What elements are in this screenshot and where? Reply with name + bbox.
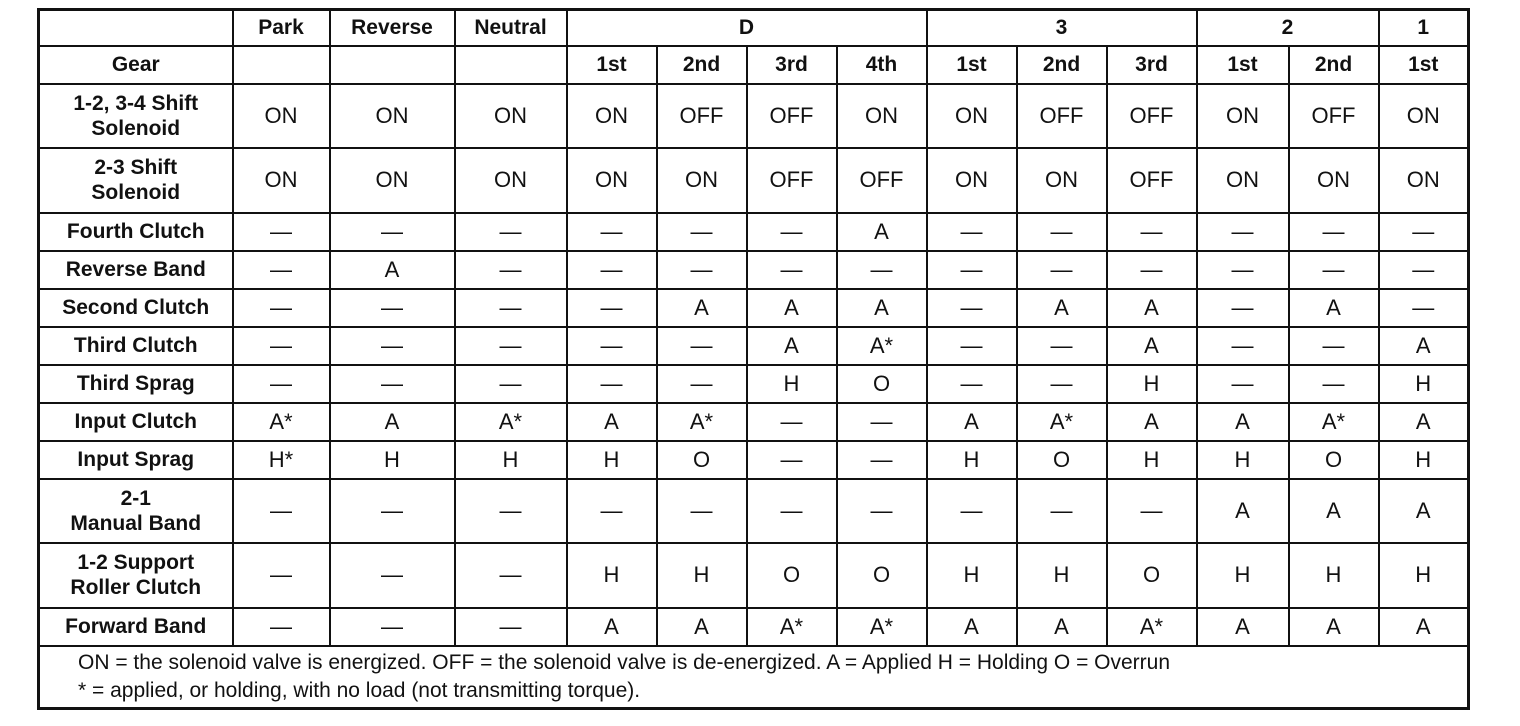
state-cell: A [567,608,657,646]
gear-header [455,46,567,84]
state-cell: H [927,441,1017,479]
gear-header: 3rd [747,46,837,84]
state-cell: H [1197,543,1289,608]
table-row [39,148,1469,213]
state-cell: A [1197,608,1289,646]
component-label [39,608,233,646]
state-cell: — [1197,213,1289,251]
state-cell: H [1107,441,1197,479]
state-cell: H* [233,441,330,479]
clutch-application-table [37,8,1470,710]
range-header: Reverse [330,10,455,46]
state-cell: A [657,608,747,646]
component-label [39,213,233,251]
state-cell: A [837,289,927,327]
state-cell: ON [233,84,330,148]
state-cell: — [1289,327,1379,365]
component-label [39,251,233,289]
state-cell: — [455,543,567,608]
state-cell: — [657,479,747,543]
state-cell: — [1017,213,1107,251]
gear-header: 2nd [1289,46,1379,84]
state-cell: A [1379,403,1469,441]
state-cell: OFF [657,84,747,148]
state-cell: — [1017,365,1107,403]
state-cell: A* [1107,608,1197,646]
gear-header: 1st [927,46,1017,84]
state-cell: OFF [1289,84,1379,148]
state-cell: O [1289,441,1379,479]
state-cell: OFF [1107,148,1197,213]
state-cell: A* [837,327,927,365]
range-header: 2 [1197,10,1379,46]
state-cell: A [1017,289,1107,327]
range-header-row [39,10,1469,46]
gear-header: 2nd [1017,46,1107,84]
state-cell: A [1289,479,1379,543]
component-label [39,148,233,213]
state-cell: — [1289,365,1379,403]
state-cell: — [837,251,927,289]
gear-header: 4th [837,46,927,84]
gear-row-label: Gear [39,46,233,84]
state-cell: — [567,365,657,403]
range-header: Park [233,10,330,46]
component-label-line: Third Clutch [73,334,198,357]
state-cell: ON [567,148,657,213]
state-cell: — [455,213,567,251]
component-label-line: 1-2, 3-4 Shift [73,91,199,115]
state-cell: — [567,479,657,543]
component-label-line: Manual Band [70,511,202,535]
gear-header: 1st [1197,46,1289,84]
state-cell: — [233,365,330,403]
state-cell: A* [1289,403,1379,441]
state-cell: ON [330,84,455,148]
state-cell: — [657,213,747,251]
state-cell: — [1379,289,1469,327]
component-label-line: 2-1 [120,486,151,510]
state-cell: — [567,327,657,365]
state-cell: — [455,479,567,543]
state-cell: A [1197,479,1289,543]
state-cell: A [1017,608,1107,646]
state-cell: OFF [747,148,837,213]
state-cell: — [567,213,657,251]
component-label [39,289,233,327]
state-cell: — [1017,327,1107,365]
state-cell: A [1289,289,1379,327]
state-cell: — [1289,213,1379,251]
state-cell: A [1197,403,1289,441]
gear-header: 3rd [1107,46,1197,84]
state-cell: — [233,543,330,608]
legend-line: ON = the solenoid valve is energized. OFF = the solenoid valve is de-energized. A = Applied H = Holding O = Overrun [78,650,1171,674]
component-label-line: 1-2 Support [77,551,195,574]
state-cell: A [330,251,455,289]
state-cell: — [1197,289,1289,327]
range-header: D [567,10,927,46]
state-cell: A [330,403,455,441]
state-cell: A [1379,608,1469,646]
state-cell: ON [1379,148,1469,213]
table-container [37,8,1470,710]
state-cell: H [1107,365,1197,403]
state-cell: — [330,327,455,365]
corner-cell [39,10,233,46]
state-cell: A [657,289,747,327]
state-cell: OFF [837,148,927,213]
component-label-line: Fourth Clutch [66,220,205,243]
table-row [39,403,1469,441]
state-cell: ON [927,84,1017,148]
gear-header: 2nd [657,46,747,84]
state-cell: ON [1197,84,1289,148]
state-cell: A* [837,608,927,646]
state-cell: OFF [1017,84,1107,148]
state-cell: ON [837,84,927,148]
state-cell: — [1379,251,1469,289]
gear-header [330,46,455,84]
state-cell: A* [455,403,567,441]
state-cell: ON [1197,148,1289,213]
table-row [39,608,1469,646]
state-cell: — [330,608,455,646]
state-cell: H [1379,365,1469,403]
state-cell: — [455,365,567,403]
state-cell: OFF [1107,84,1197,148]
state-cell: — [927,213,1017,251]
state-cell: — [657,327,747,365]
state-cell: — [747,479,837,543]
component-label [39,84,233,148]
table-row [39,479,1469,543]
state-cell: H [330,441,455,479]
state-cell: — [330,213,455,251]
state-cell: ON [1289,148,1379,213]
range-header: 1 [1379,10,1469,46]
component-label-line: Solenoid [91,181,181,204]
state-cell: A [1107,289,1197,327]
state-cell: — [567,251,657,289]
state-cell: — [747,213,837,251]
state-cell: — [233,479,330,543]
state-cell: — [330,365,455,403]
state-cell: — [1289,251,1379,289]
range-header: 3 [927,10,1197,46]
state-cell: O [657,441,747,479]
component-label-line: Solenoid [91,116,181,140]
state-cell: ON [657,148,747,213]
state-cell: — [455,251,567,289]
state-cell: — [837,479,927,543]
state-cell: — [233,251,330,289]
legend-row [39,646,1469,709]
state-cell: A [927,608,1017,646]
state-cell: A [1107,403,1197,441]
state-cell: — [567,289,657,327]
state-cell: ON [455,84,567,148]
state-cell: ON [1379,84,1469,148]
table-row [39,441,1469,479]
state-cell: — [1197,327,1289,365]
range-header: Neutral [455,10,567,46]
state-cell: — [837,441,927,479]
state-cell: — [1017,251,1107,289]
component-label-line: Third Sprag [76,372,195,395]
table-row [39,289,1469,327]
state-cell: — [1107,251,1197,289]
state-cell: H [1289,543,1379,608]
state-cell: — [1379,213,1469,251]
state-cell: — [233,289,330,327]
state-cell: ON [233,148,330,213]
state-cell: — [455,608,567,646]
state-cell: A* [657,403,747,441]
state-cell: H [567,441,657,479]
state-cell: OFF [747,84,837,148]
table-row [39,543,1469,608]
legend [39,646,1469,709]
state-cell: O [747,543,837,608]
component-label [39,479,233,543]
state-cell: — [455,327,567,365]
component-label [39,327,233,365]
state-cell: — [927,365,1017,403]
table-row [39,365,1469,403]
component-label [39,365,233,403]
legend-line: * = applied, or holding, with no load (not transmitting torque). [78,678,641,702]
table-row [39,213,1469,251]
state-cell: A* [233,403,330,441]
state-cell: H [1379,441,1469,479]
state-cell: — [1107,213,1197,251]
state-cell: — [1017,479,1107,543]
state-cell: ON [567,84,657,148]
state-cell: — [1107,479,1197,543]
state-cell: O [1107,543,1197,608]
state-cell: H [1379,543,1469,608]
state-cell: A [1379,479,1469,543]
state-cell: A [1107,327,1197,365]
component-label [39,543,233,608]
state-cell: — [747,441,837,479]
state-cell: — [233,213,330,251]
state-cell: A [1289,608,1379,646]
state-cell: — [455,289,567,327]
state-cell: ON [330,148,455,213]
state-cell: A* [747,608,837,646]
table-row [39,84,1469,148]
state-cell: — [747,251,837,289]
state-cell: — [837,403,927,441]
component-label-line: Second Clutch [62,296,210,319]
state-cell: O [837,543,927,608]
state-cell: A [837,213,927,251]
state-cell: H [927,543,1017,608]
component-label-line: Input Sprag [77,448,195,471]
state-cell: — [330,479,455,543]
table-row [39,327,1469,365]
state-cell: O [1017,441,1107,479]
state-cell: — [657,251,747,289]
state-cell: — [927,289,1017,327]
gear-header: 1st [567,46,657,84]
state-cell: H [455,441,567,479]
state-cell: — [927,251,1017,289]
component-label [39,403,233,441]
state-cell: — [747,403,837,441]
state-cell: — [233,327,330,365]
state-cell: H [1197,441,1289,479]
gear-row [39,46,1469,84]
state-cell: — [330,543,455,608]
state-cell: A [747,289,837,327]
table-row [39,251,1469,289]
state-cell: H [1017,543,1107,608]
state-cell: — [233,608,330,646]
state-cell: A [747,327,837,365]
component-label-line: Input Clutch [74,410,197,433]
state-cell: A [927,403,1017,441]
state-cell: — [330,289,455,327]
component-label-line: 2-3 Shift [94,156,178,179]
component-label [39,441,233,479]
state-cell: — [1197,365,1289,403]
state-cell: A [567,403,657,441]
component-label-line: Forward Band [65,615,207,638]
state-cell: O [837,365,927,403]
state-cell: H [567,543,657,608]
state-cell: H [657,543,747,608]
state-cell: A* [1017,403,1107,441]
state-cell: ON [927,148,1017,213]
state-cell: ON [1017,148,1107,213]
state-cell: ON [455,148,567,213]
gear-header: 1st [1379,46,1469,84]
gear-header [233,46,330,84]
state-cell: A [1379,327,1469,365]
state-cell: H [747,365,837,403]
state-cell: — [1197,251,1289,289]
state-cell: — [927,479,1017,543]
state-cell: — [657,365,747,403]
component-label-line: Reverse Band [65,258,206,281]
state-cell: — [927,327,1017,365]
component-label-line: Roller Clutch [70,576,202,599]
